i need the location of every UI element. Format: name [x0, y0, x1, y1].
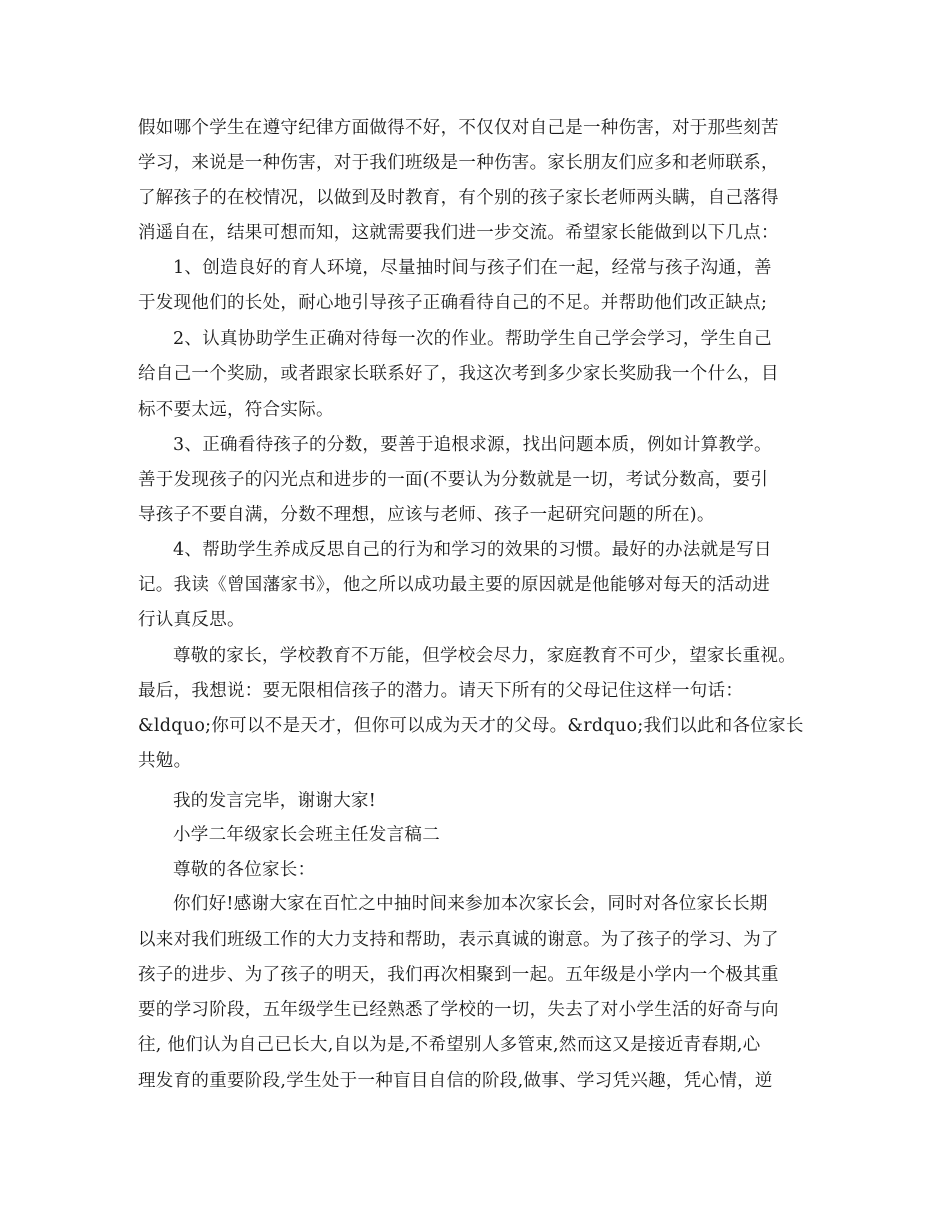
text-line: 善于发现孩子的闪光点和进步的一面(不要认为分数就是一切，考试分数高，要引 [138, 470, 769, 490]
text-line: 3、正确看待孩子的分数，要善于追根求源，找出问题本质，例如计算教学。 [173, 435, 772, 455]
text-line: 标不要太远，符合实际。 [138, 400, 334, 420]
text-line: 以来对我们班级工作的大力支持和帮助，表示真诚的谢意。为了孩子的学习、为了 [138, 930, 779, 950]
text-line: &ldquo;你可以不是天才，但你可以成为天才的父母。&rdquo;我们以此和各位家长 [138, 716, 804, 736]
text-line: 行认真反思。 [138, 610, 245, 630]
text-line: 了解孩子的在校情况，以做到及时教育，有个别的孩子家长老师两头瞒，自己落得 [138, 188, 779, 208]
text-line: 你们好!感谢大家在百忙之中抽时间来参加本次家长会，同时对各位家长长期 [173, 894, 768, 914]
text-line: 共勉。 [138, 751, 192, 771]
text-line: 于发现他们的长处，耐心地引导孩子正确看待自己的不足。并帮助他们改正缺点; [138, 293, 768, 313]
text-line: 4、帮助学生养成反思自己的行为和学习的效果的习惯。最好的办法就是写日 [173, 540, 772, 560]
text-line: 给自己一个奖励，或者跟家长联系好了，我这次考到多少家长奖励我一个什么，目 [138, 364, 779, 384]
text-line: 1、创造良好的育人环境，尽量抽时间与孩子们在一起，经常与孩子沟通，善 [173, 258, 772, 278]
text-line: 消遥自在，结果可想而知，这就需要我们进一步交流。希望家长能做到以下几点： [138, 223, 779, 243]
text-line: 导孩子不要自满，分数不理想，应该与老师、孩子一起研究问题的所在)。 [138, 505, 715, 525]
text-line: 尊敬的家长，学校教育不万能，但学校会尽力，家庭教育不可少，望家长重视。 [173, 646, 796, 666]
text-line: 学习，来说是一种伤害，对于我们班级是一种伤害。家长朋友们应多和老师联系， [138, 153, 779, 173]
text-line: 2、认真协助学生正确对待每一次的作业。帮助学生自己学会学习，学生自己 [173, 329, 772, 349]
text-line: 最后，我想说：要无限相信孩子的潜力。请天下所有的父母记住这样一句话： [138, 681, 744, 701]
text-line: 假如哪个学生在遵守纪律方面做得不好，不仅仅对自己是一种伤害，对于那些刻苦 [138, 118, 779, 138]
text-line: 要的学习阶段，五年级学生已经熟悉了学校的一切，失去了对小学生活的好奇与向 [138, 1000, 779, 1020]
text-line: 理发育的重要阶段,学生处于一种盲目自信的阶段,做事、学习凭兴趣，凭心情，逆 [138, 1071, 773, 1091]
text-line: 往, 他们认为自己已长大,自以为是,不希望别人多管束,然而这又是接近青春期,心 [138, 1035, 761, 1055]
text-line: 小学二年级家长会班主任发言稿二 [173, 825, 440, 845]
text-line: 我的发言完毕，谢谢大家! [173, 791, 377, 811]
text-line: 尊敬的各位家长： [173, 860, 316, 880]
text-line: 孩子的进步、为了孩子的明天，我们再次相聚到一起。五年级是小学内一个极其重 [138, 965, 779, 985]
text-line: 记。我读《曾国藩家书》，他之所以成功最主要的原因就是他能够对每天的活动进 [138, 575, 771, 595]
